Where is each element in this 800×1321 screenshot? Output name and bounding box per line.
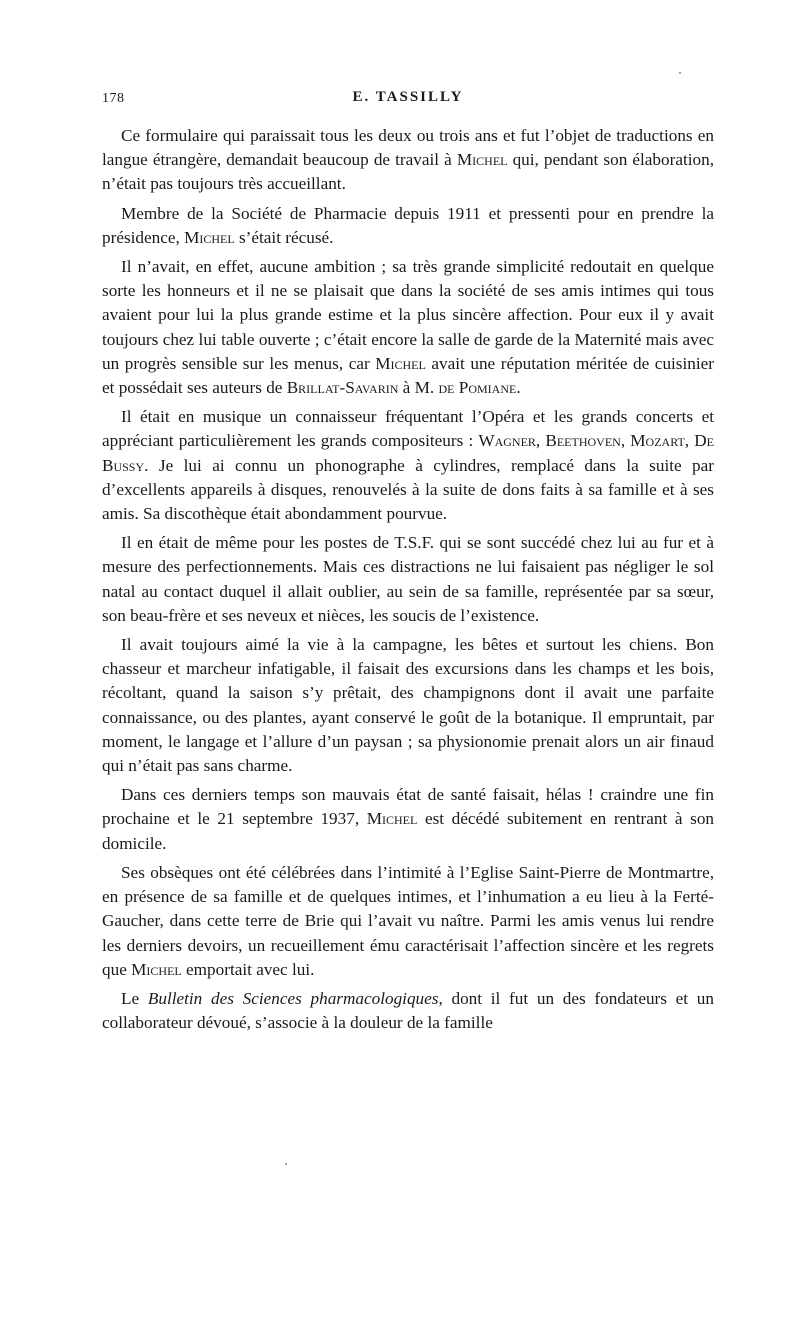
- paragraph-obseques: Ses obsèques ont été célébrées dans l’intimité à l’Eglise Saint-Pierre de Montmartre, en présence de sa famille et de quelques intimes, et l’inhumation a eu lieu à la Ferté-Gaucher, dans cette terre de Brie qui l’avait vu naître. Parmi les amis venus lui rendre les derniers devoirs, un recueillement ému caractérisait l’affection sincère et les regrets que Michel emportait avec lui.: [102, 862, 714, 979]
- name-michel: Michel: [366, 809, 418, 829]
- name-brillat-savarin: Brillat-Savarin: [286, 378, 399, 398]
- name-michel: Michel: [375, 353, 426, 373]
- name-michel: Michel: [131, 959, 182, 979]
- body-text: [102, 124, 714, 1040]
- name-de-pomiane: M. de Pomiane: [414, 378, 517, 398]
- paragraph-campagne: Il avait toujours aimé la vie à la campagne, les bêtes et surtout les chiens. Bon chasseur et marcheur infatigable, il faisait des excursions dans les champs et les bois, récoltant, quand la saison s’y prêtait, des champignons dont il avait une parfaite connaissance, ou des plantes, ayant conservé le goût de la botanique. Il empruntait, par moment, le langage et l’allure d’un paysan ; sa physionomie prenait alors un air finaud qui n’était pas sans charme.: [102, 635, 714, 776]
- paragraph-ambition: Il n’avait, en effet, aucune ambition ; sa très grande simplicité redoutait en quelque sorte les honneurs et il ne se plaisait que dans la société de ses amis intimes qui tous avaient pour lui la plus grande estime et la plus sincère affection. Pour eux il y avait toujours chez lui table ouverte ; c’était encore la salle de garde de la Maternité mais avec un progrès sensible sur les menus, car Michel avait une réputation méritée de cuisinier et possédait ses auteurs de Brillat-Savarin à M. de Pomiane.: [102, 257, 714, 398]
- print-speck: [285, 1163, 287, 1165]
- paragraph-formulaire: Ce formulaire qui paraissait tous les deux ou trois ans et fut l’objet de traductions en langue étrangère, demandait beaucoup de travail à Michel qui, pendant son élaboration, n’était pas toujours très accueillant.: [102, 126, 714, 194]
- page-number: 178: [102, 91, 125, 106]
- print-speck: [679, 72, 681, 74]
- running-title: E. TASSILLY: [352, 89, 464, 105]
- paragraph-societe-pharmacie: Membre de la Société de Pharmacie depuis 1911 et pressenti pour en prendre la présidence, Michel s’était récusé.: [102, 203, 714, 247]
- page-header: [102, 87, 714, 117]
- paragraph-tsf: Il en était de même pour les postes de T.S.F. qui se sont succédé chez lui au fur et à mesure des perfectionnements. Mais ces distractions ne lui faisaient pas négliger le sol natal au contact duquel il allait oublier, au sein de sa famille, représentée par sa sœur, son beau-frère et ses neveux et nièces, les soucis de l’existence.: [102, 533, 714, 625]
- name-michel: Michel: [456, 150, 508, 170]
- name-michel: Michel: [184, 227, 235, 247]
- paragraph-bulletin: Le Bulletin des Sciences pharmacologiques, dont il fut un des fondateurs et un collaborateur dévoué, s’associe à la douleur de la famille: [102, 988, 714, 1033]
- journal-title: Bulletin des Sciences pharmacologiques: [147, 988, 439, 1008]
- paragraph-musique: Il était en musique un connaisseur fréquentant l’Opéra et les grands concerts et appréciant particulièrement les grands compositeurs : Wagner, Beethoven, Mozart, De Bussy. Je lui ai connu un phonographe à cylindres, remplacé dans la suite par d’excellents appareils à disques, renouvelés à la suite de dons faits à sa famille et à ses amis. Sa discothèque était abondamment pourvue.: [102, 407, 714, 524]
- names-composers: Wagner, Beethoven, Mozart, De Bussy: [102, 431, 714, 475]
- paragraph-deces: Dans ces derniers temps son mauvais état de santé faisait, hélas ! craindre une fin prochaine et le 21 septembre 1937, Michel est décédé subitement en rentrant à son domicile.: [102, 785, 715, 853]
